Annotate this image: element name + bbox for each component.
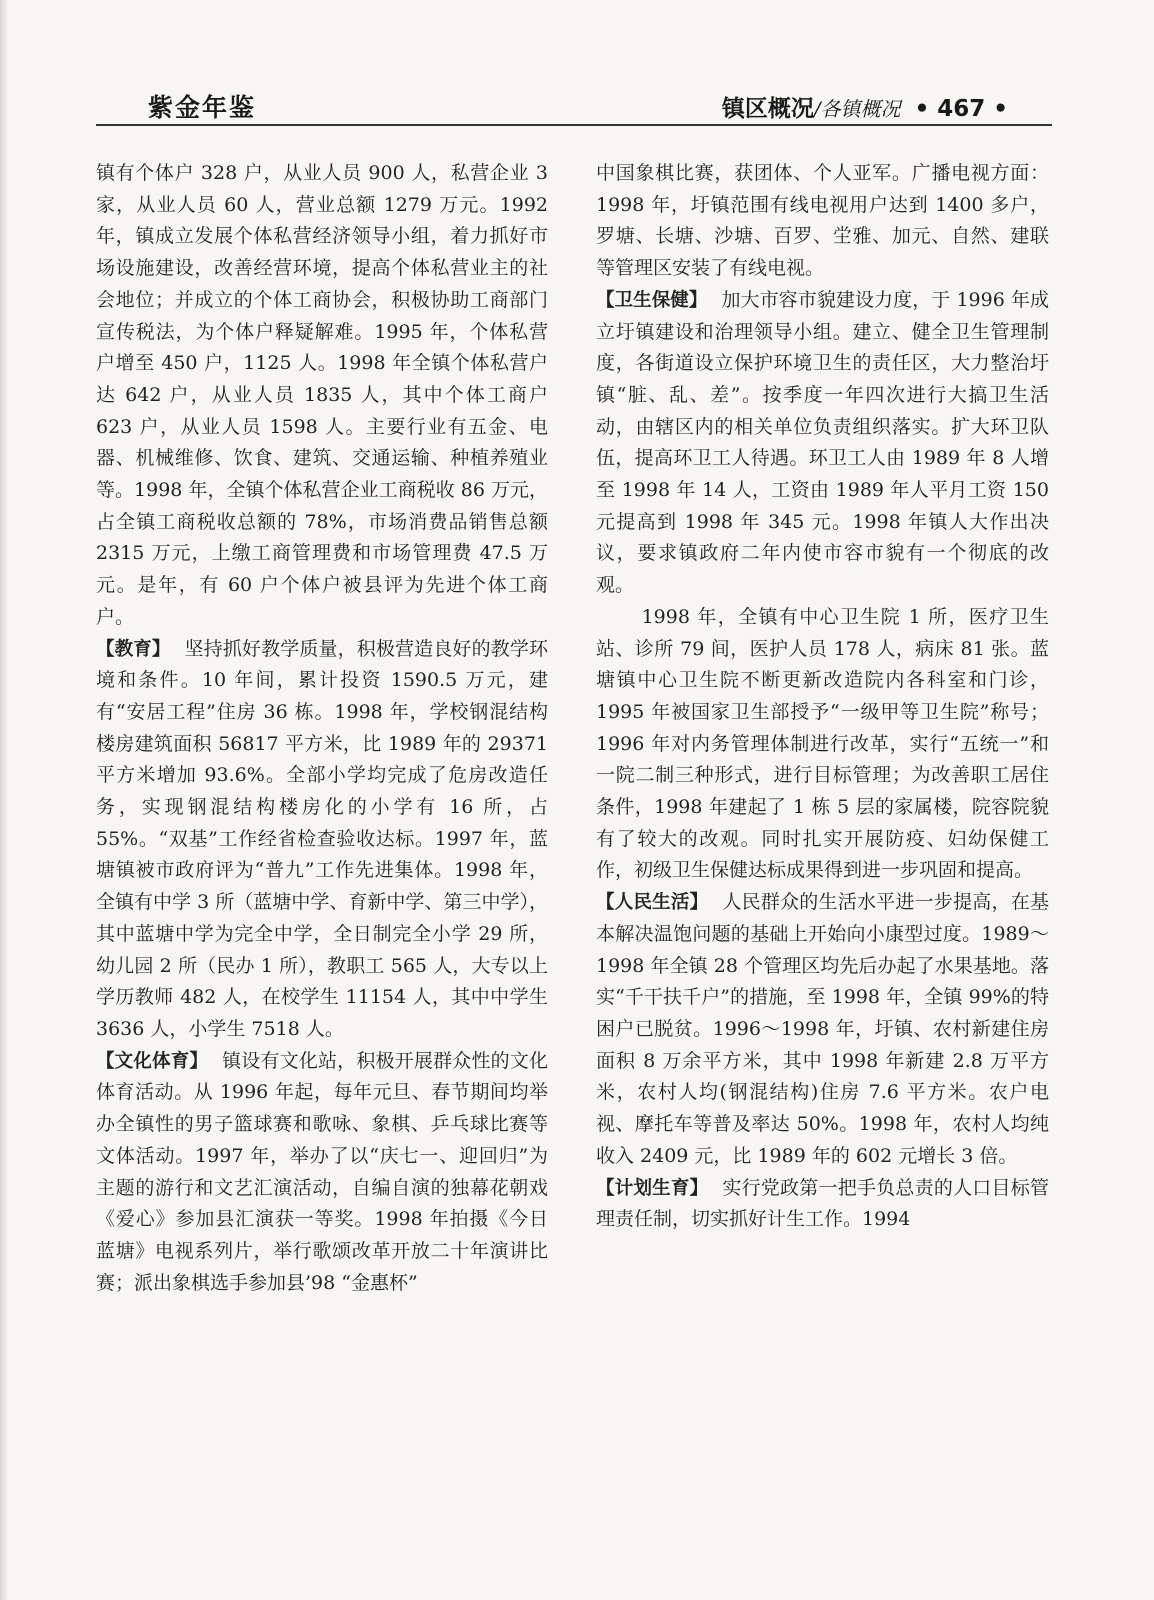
section-education xyxy=(96,634,548,1046)
running-head xyxy=(722,90,1008,123)
header-rule xyxy=(96,124,1052,126)
section-title: 镇区概况 xyxy=(721,96,814,122)
text-health: 加大市容市貌建设力度，于 1996 年成立圩镇建设和治理领导小组。建立、健全卫生管理制度，各街道设立保护环境卫生的责任区，大力整治圩镇“脏、乱、差”。按季度一年四次进行大搞卫生活动，由辖区内的相关单位负责组织落实。扩大环卫队伍，提高环卫工人待遇。环卫工人由 1989 年 8 人增至 1998 年 14 人，工资由 1989 年人平月工资 150 元提高到 1998 年 345 元。1998 年镇人大作出决议，要求镇政府二年内使市容市貌有一个彻底的改观。 xyxy=(596,288,1049,597)
page-edge-shadow xyxy=(0,0,8,1600)
section-culture-sports xyxy=(96,1046,548,1300)
heading-culture-sports: 【文化体育】 xyxy=(96,1050,209,1072)
section-livelihood xyxy=(596,887,1049,1172)
paragraph-private-economy: 镇有个体户 328 户，从业人员 900 人，私营企业 3 家，从业人员 60 人，营业总额 1279 万元。1992 年，镇成立发展个体私营经济领导小组，着力抓好市场设施建设，改善经营环境，提高个体私营业主的社会地位；并成立的个体工商协会，积极协助工商部门宣传税法，为个体户释疑解难。1995 年，个体私营户增至 450 户，1125 人。1998 年全镇个体私营户达 642 户，从业人员 1835 人，其中个体工商户 623 户，从业人员 1598 人。主要行业有五金、电器、机械维修、饮食、建筑、交通运输、种植养殖业等。1998 年，全镇个体私营企业工商税收 86 万元，占全镇工商税收总额的 78%，市场消费品销售总额 2315 万元，上缴工商管理费和市场管理费 47.5 万元。是年，有 60 户个体户被县评为先进个体工商户。 xyxy=(96,162,548,628)
text-livelihood: 人民群众的生活水平进一步提高，在基本解决温饱问题的基础上开始向小康型过度。1989～1998 年全镇 28 个管理区均先后办起了水果基地。落实“千干扶千户”的措施，至 1998 年，全镇 99%的特困户已脱贫。1996～1998 年，圩镇、农村新建住房面积 8 万余平方米，其中 1998 年新建 2.8 万平方米，农村人均(钢混结构)住房 7.6 平方米。农户电视、摩托车等普及率达 50%。1998 年，农村人均纯收入 2409 元，比 1989 年的 602 元增长 3 倍。 xyxy=(596,891,1049,1167)
text-education: 坚持抓好教学质量，积极营造良好的教学环境和条件。10 年间，累计投资 1590.5 万元，建有“安居工程”住房 36 栋。1998 年，学校钢混结构楼房建筑面积 56817 平方米，比 1989 年的 29371 平方米增加 93.6%。全部小学均完成了危房改造任务，实现钢混结构楼房化的小学有 16 所，占 55%。“双基”工作经省检查验收达标。1997 年，蓝塘镇被市政府评为“普九”工作先进集体。1998 年，全镇有中学 3 所（蓝塘中学、育新中学、第三中学），其中蓝塘中学为完全中学，全日制完全小学 29 所，幼儿园 2 所（民办 1 所），教职工 565 人，大专以上学历教师 482 人，在校学生 11154 人，其中中学生 3636 人，小学生 7518 人。 xyxy=(96,637,548,1040)
heading-livelihood: 【人民生活】 xyxy=(596,892,709,914)
page-header xyxy=(96,86,1054,126)
heading-health: 【卫生保健】 xyxy=(596,289,708,311)
text-family-planning: 实行党政第一把手负总责的人口目标管理责任制，切实抓好计生工作。1994 xyxy=(596,1176,1049,1231)
book-title: 紫金年鉴 xyxy=(148,93,257,122)
heading-education: 【教育】 xyxy=(96,638,171,660)
text-culture-sports: 镇设有文化站，积极开展群众性的文化体育活动。从 1996 年起，每年元旦、春节期间均举办全镇性的男子篮球赛和歌咏、象棋、乒乓球比赛等文体活动。1997 年，举办了以“庆七一、迎回归”为主题的游行和文艺汇演活动，自编自演的独幕花朝戏《爱心》参加县汇演获一等奖。1998 年拍摄《今日蓝塘》电视系列片，举行歌颂改革开放二十年演讲比赛；派出象棋选手参加县’98 “金惠杯” xyxy=(96,1049,548,1294)
paragraph-broadcast: 中国象棋比赛，获团体、个人亚军。广播电视方面：1998 年，圩镇范围有线电视用户达到 1400 多户，罗塘、长塘、沙塘、百罗、坣雅、加元、自然、建联等管理区安装了有线电视。 xyxy=(596,162,1049,280)
paragraph-health-facilities: 1998 年，全镇有中心卫生院 1 所，医疗卫生站、诊所 79 间，医护人员 178 人，病床 81 张。蓝塘镇中心卫生院不断更新改造院内各科室和门诊，1995 年被国家卫生部授予“一级甲等卫生院”称号；1996 年对内务管理体制进行改革，实行“五统一”和一院二制三种形式，进行目标管理；为改善职工居住条件，1998 年建起了 1 栋 5 层的家属楼，院容院貌有了较大的改观。同时扎实开展防疫、妇幼保健工作，初级卫生保健达标成果得到进一步巩固和提高。 xyxy=(596,605,1049,882)
section-health xyxy=(596,285,1049,602)
page-number: • 467 • xyxy=(914,96,1008,122)
section-family-planning xyxy=(596,1173,1049,1236)
subsection-title: /各镇概况 xyxy=(813,97,901,121)
right-column xyxy=(596,158,1049,1236)
heading-family-planning: 【计划生育】 xyxy=(596,1177,709,1199)
left-column xyxy=(96,158,548,1299)
